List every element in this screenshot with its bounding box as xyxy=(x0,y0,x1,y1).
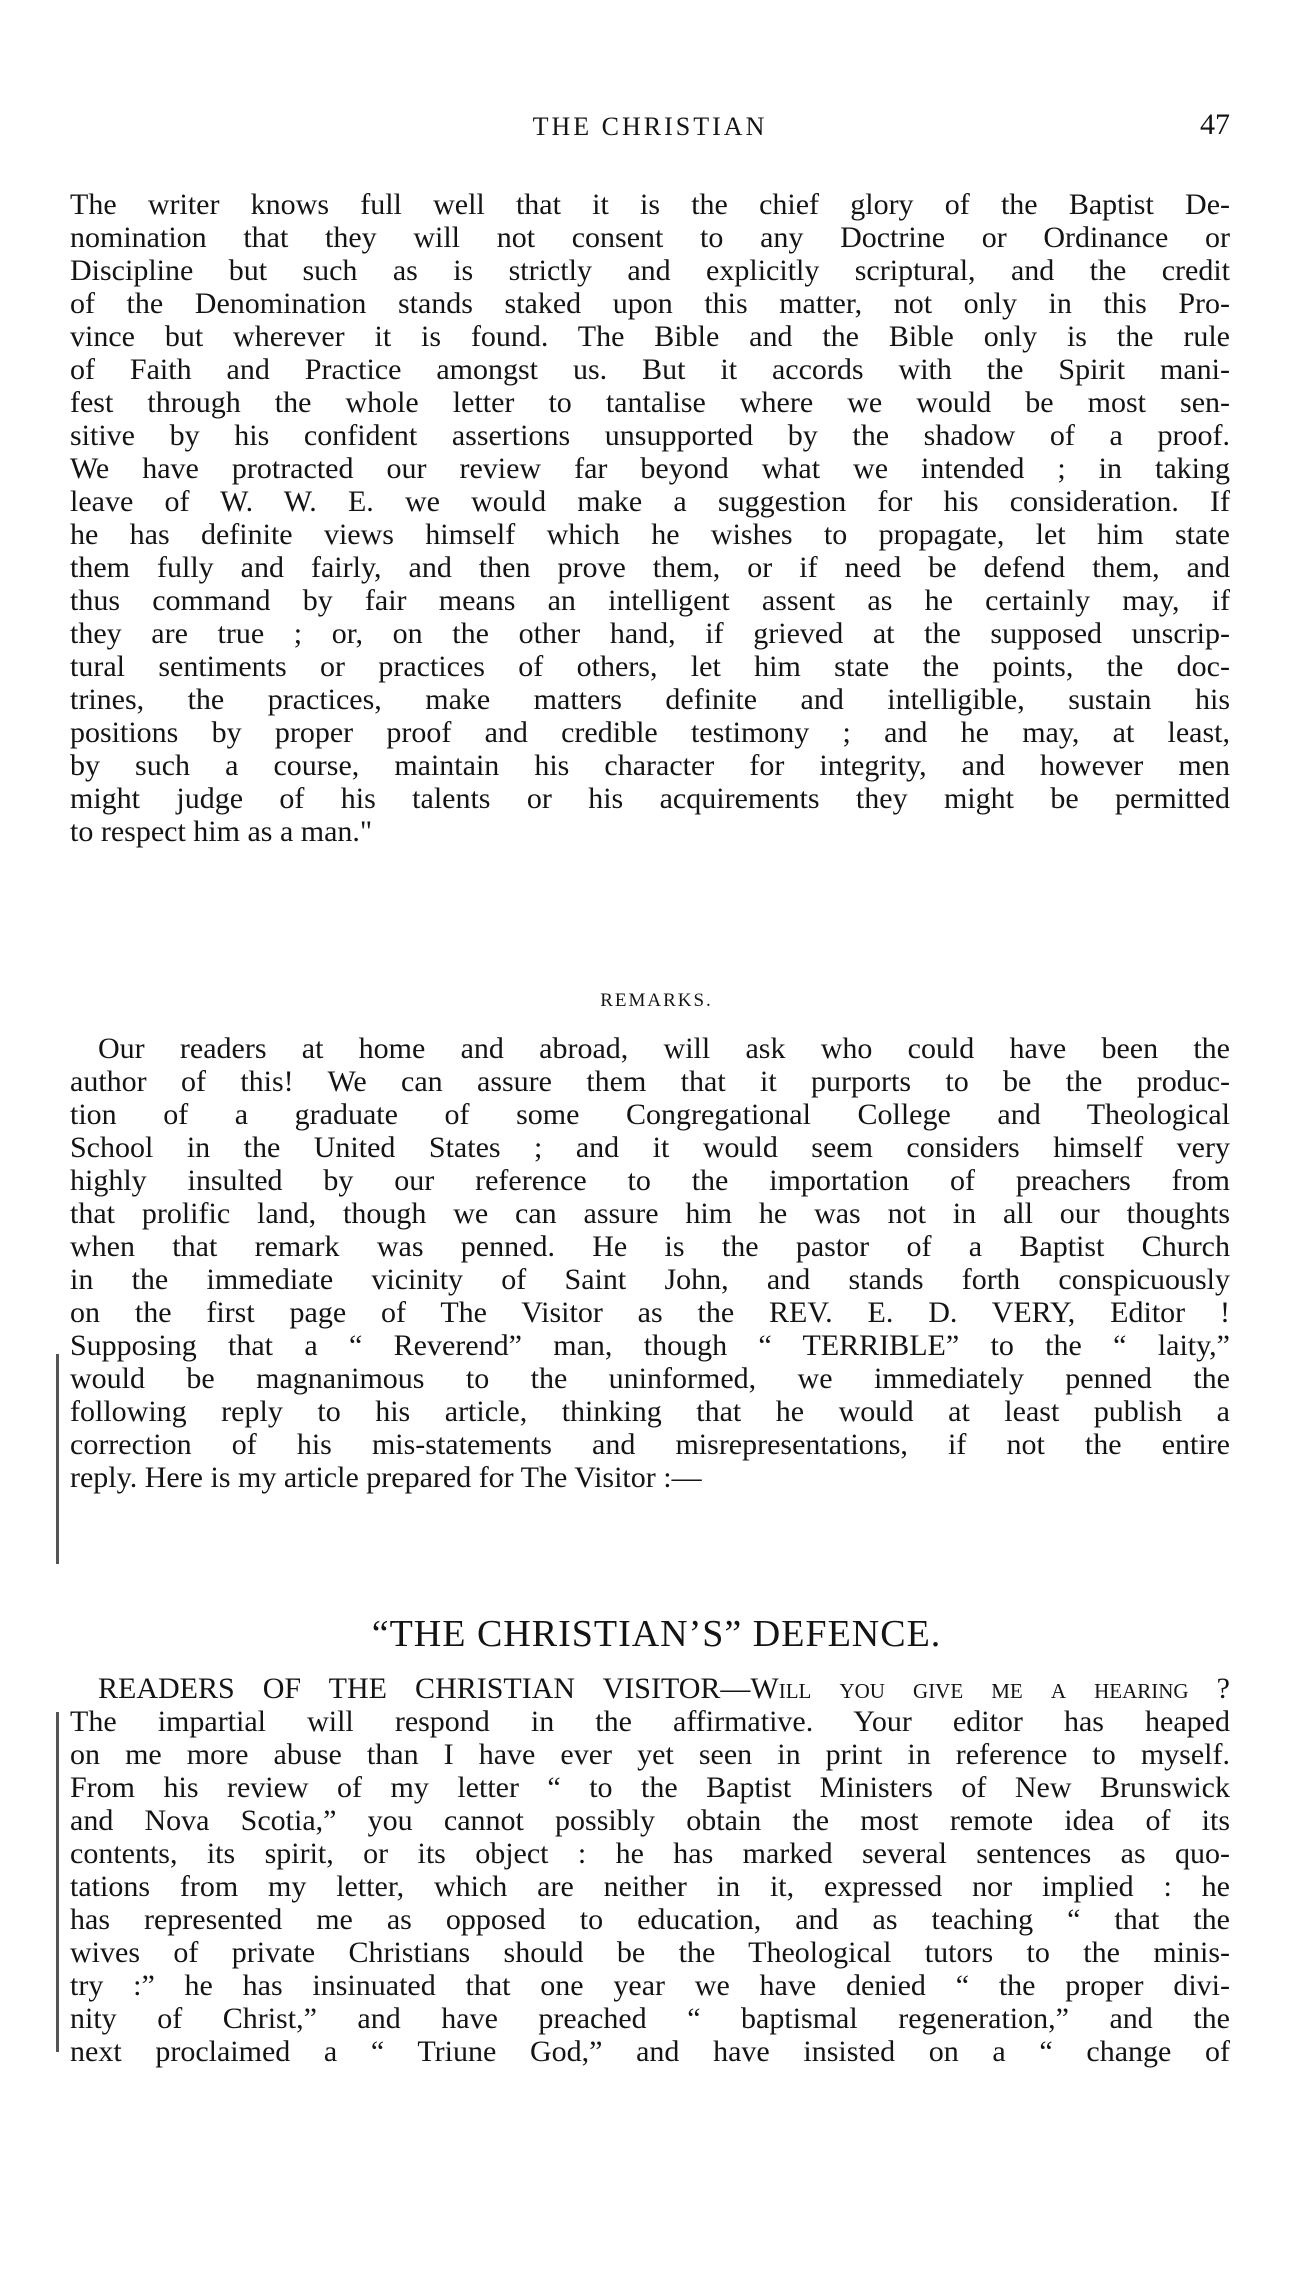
text-line: positions by proper proof and credible testimony ; and he may, at least, xyxy=(70,716,1230,749)
remarks-paragraph xyxy=(70,1032,1230,1494)
text-line: might judge of his talents or his acquirements they might be permitted xyxy=(70,782,1230,815)
text-line: reply. Here is my article prepared for The Visitor :— xyxy=(70,1461,702,1494)
page-header xyxy=(70,108,1230,148)
text-line: try :” he has insinuated that one year we have denied “ the proper divi- xyxy=(70,1969,1230,2002)
text-line: would be magnanimous to the uninformed, we immediately penned the xyxy=(70,1362,1230,1395)
text-line: and Nova Scotia,” you cannot possibly obtain the most remote idea of its xyxy=(70,1804,1230,1837)
text-line: on me more abuse than I have ever yet seen in print in reference to myself. xyxy=(70,1738,1230,1771)
page-number: 47 xyxy=(1200,108,1230,141)
text-line: Our readers at home and abroad, will ask who could have been the xyxy=(98,1032,1230,1065)
text-line: on the first page of The Visitor as the REV. E. D. VERY, Editor ! xyxy=(70,1296,1230,1329)
text-line: next proclaimed a “ Triune God,” and have insisted on a “ change of xyxy=(70,2035,1230,2068)
text-line: they are true ; or, on the other hand, if grieved at the supposed unscrip- xyxy=(70,617,1230,650)
text-line: by such a course, maintain his character for integrity, and however men xyxy=(70,749,1230,782)
margin-marker-line xyxy=(56,1354,59,1564)
text-line: vince but wherever it is found. The Bible and the Bible only is the rule xyxy=(70,320,1230,353)
text-line: them fully and fairly, and then prove them, or if need be defend them, and xyxy=(70,551,1230,584)
text-line: of the Denomination stands staked upon this matter, not only in this Pro- xyxy=(70,287,1230,320)
text-line: trines, the practices, make matters definite and intelligible, sustain his xyxy=(70,683,1230,716)
text-line: tural sentiments or practices of others, let him state the points, the doc- xyxy=(70,650,1230,683)
text-line: leave of W. W. E. we would make a suggestion for his consideration. If xyxy=(70,485,1230,518)
defence-heading: “THE CHRISTIAN’S” DEFENCE. xyxy=(371,1613,942,1655)
text-line: Discipline but such as is strictly and explicitly scriptural, and the credit xyxy=(70,254,1230,287)
letter-closing-paragraph xyxy=(70,188,1230,848)
text-line: School in the United States ; and it would seem considers himself very xyxy=(70,1131,1230,1164)
text-line: fest through the whole letter to tantalise where we would be most sen- xyxy=(70,386,1230,419)
text-line: contents, its spirit, or its object : he has marked several sentences as quo- xyxy=(70,1837,1230,1870)
text-line: nity of Christ,” and have preached “ baptismal regeneration,” and the xyxy=(70,2002,1230,2035)
text-line: The writer knows full well that it is the chief glory of the Baptist De- xyxy=(70,188,1230,221)
text-line: READERS OF THE CHRISTIAN VISITOR—Will you give me a hearing ? xyxy=(98,1672,1230,1705)
text-line: We have protracted our review far beyond what we intended ; in taking xyxy=(70,452,1230,485)
remarks-heading: REMARKS. xyxy=(600,990,713,1011)
text-line: tion of a graduate of some Congregational College and Theological xyxy=(70,1098,1230,1131)
text-line: highly insulted by our reference to the importation of preachers from xyxy=(70,1164,1230,1197)
text-line: The impartial will respond in the affirmative. Your editor has heaped xyxy=(70,1705,1230,1738)
text-line: he has definite views himself which he wishes to propagate, let him state xyxy=(70,518,1230,551)
margin-marker-line xyxy=(56,1712,59,2052)
text-line: wives of private Christians should be the Theological tutors to the minis- xyxy=(70,1936,1230,1969)
text-line: Supposing that a “ Reverend” man, though “ TERRIBLE” to the “ laity,” xyxy=(70,1329,1230,1362)
running-title: THE CHRISTIAN xyxy=(532,112,768,141)
text-line: author of this! We can assure them that it purports to be the produc- xyxy=(70,1065,1230,1098)
text-line: sitive by his confident assertions unsupported by the shadow of a proof. xyxy=(70,419,1230,452)
text-line: that prolific land, though we can assure him he was not in all our thoughts xyxy=(70,1197,1230,1230)
text-line: to respect him as a man." xyxy=(70,815,373,848)
text-line: From his review of my letter “ to the Baptist Ministers of New Brunswick xyxy=(70,1771,1230,1804)
text-line: of Faith and Practice amongst us. But it accords with the Spirit mani- xyxy=(70,353,1230,386)
defence-paragraph xyxy=(70,1672,1230,2068)
text-line: has represented me as opposed to education, and as teaching “ that the xyxy=(70,1903,1230,1936)
text-line: nomination that they will not consent to any Doctrine or Ordinance or xyxy=(70,221,1230,254)
text-line: when that remark was penned. He is the pastor of a Baptist Church xyxy=(70,1230,1230,1263)
text-line: correction of his mis-statements and misrepresentations, if not the entire xyxy=(70,1428,1230,1461)
text-line: following reply to his article, thinking that he would at least publish a xyxy=(70,1395,1230,1428)
text-line: thus command by fair means an intelligent assent as he certainly may, if xyxy=(70,584,1230,617)
text-line: in the immediate vicinity of Saint John, and stands forth conspicuously xyxy=(70,1263,1230,1296)
text-line: tations from my letter, which are neither in it, expressed nor implied : he xyxy=(70,1870,1230,1903)
